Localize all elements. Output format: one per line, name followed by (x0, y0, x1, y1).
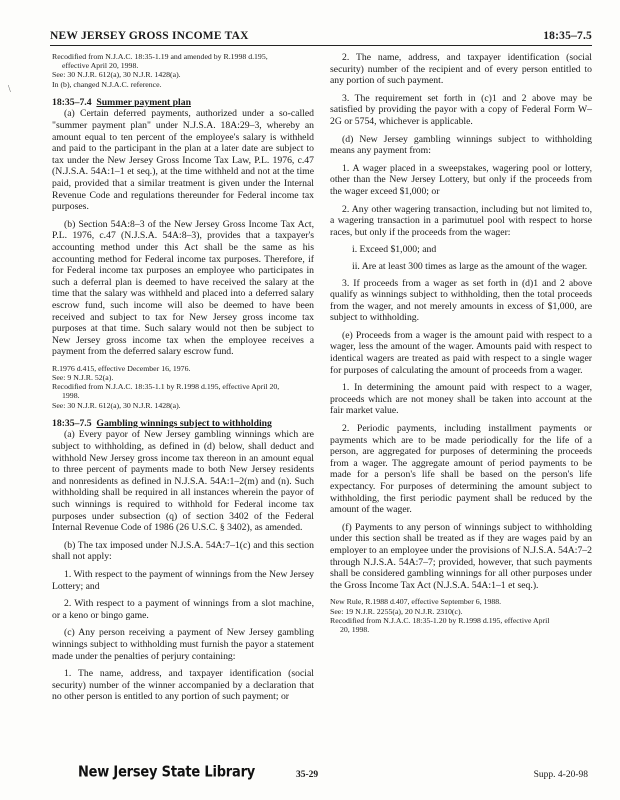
section-title: Summer payment plan (96, 96, 191, 108)
history-line: 20, 1998. (340, 624, 370, 634)
history-line: Recodified from N.J.A.C. 18:35-1.1 by R.1998 d.195, effective April 20, (52, 382, 280, 392)
paragraph: (f) Payments to any person of winnings subject to withholding under this section shall be treated as if they are wages paid by an employer to an employee under the provisions of N.J.S.A. 54A:7–2 through N.J.S.A. 54A:7–7; provided, however, that such payments shall be considered gambling winnings for all other purposes under the Gross Income Tax Act (N.J.S.A. 54A:1–1 et seq.). (330, 521, 592, 591)
history-line: See: 19 N.J.R. 2255(a), 20 N.J.R. 2310(c). (330, 606, 463, 616)
paragraph: 3. If proceeds from a wager as set forth in (d)1 and 2 above qualify as winnings subject to withholding, then the total proceeds from the wager, and not merely amounts in excess of $1,000, are subject to withholding. (330, 277, 592, 324)
paragraph: (e) Proceeds from a wager is the amount paid with respect to a wager, less the amount of the wager. Amounts paid with respect to identical wagers are treated as paid with respect to a single wager for purposes of calculating the amount of proceeds from a wager. (330, 329, 592, 376)
paragraph: 1. A wager placed in a sweepstakes, wagering pool or lottery, other than the New Jersey Lottery, but only if the proceeds from the wager exceed $1,000; or (330, 162, 592, 197)
paragraph: (d) New Jersey gambling winnings subject to withholding means any payment from: (330, 133, 592, 157)
section-heading (52, 97, 314, 109)
history-line: effective April 20, 1998. (62, 61, 139, 71)
history-line: 1998. (62, 391, 80, 401)
left-column (52, 52, 314, 709)
header-title: NEW JERSEY GROSS INCOME TAX (50, 30, 249, 42)
margin-mark: \ (8, 84, 11, 95)
running-header (50, 30, 592, 42)
header-rule (50, 45, 592, 46)
paragraph: 2. With respect to a payment of winnings from a slot machine, or a keno or bingo game. (52, 598, 314, 621)
section-number: 18:35–7.4 (52, 96, 92, 108)
supplement-date: Supp. 4-20-98 (533, 770, 588, 780)
history-line: See: 9 N.J.R. 52(a). (52, 373, 114, 383)
history-line: R.1976 d.415, effective December 16, 1976. (52, 363, 191, 373)
paragraph: 2. Any other wagering transaction, including but not limited to, a wagering transaction in a parimutuel pool with respect to horse races, but only if the proceeds from the wager: (330, 203, 592, 238)
section-title: Gambling winnings subject to withholding (96, 417, 272, 429)
section-heading (52, 418, 314, 430)
paragraph: 2. The name, address, and taxpayer identification (social security) number of the recipient and of every person entitled to any portion of such payment. (330, 52, 592, 87)
history-line: New Rule, R.1988 d.407, effective September 6, 1988. (330, 597, 502, 607)
paragraph: 3. The requirement set forth in (c)1 and 2 above may be satisfied by providing the payor with a copy of Federal Form W–2G or 5754, whichever is applicable. (330, 92, 592, 127)
paragraph: (a) Certain deferred payments, authorized under a so-called "summer payment plan" under N.J.S.A. 18A:29–3, whereby an amount equal to ten percent of the employee's salary is withheld and paid to the participant in the plan at a later date are subject to tax under the New Jersey Gross Income Tax Law, P.L. 1976, c.47 (N.J.S.A. 54A:1–1 et seq.), at the time withheld and not at the time paid, provided that a similar treatment is given under the Internal Revenue Code and regulations thereunder for Federal income tax purposes. (52, 108, 314, 213)
paragraph: 2. Periodic payments, including installment payments or payments which are to be made periodically for the life of a person, are aggregated for purposes of determining the proceeds from a wager. The aggregate amount of period payments to be made for a person's life shall be based on the person's life expectancy. For purposes of determining the amount subject to withholding, the first periodic payment shall be reduced by the amount of the wager. (330, 423, 592, 516)
history-line: In (b), changed N.J.A.C. reference. (52, 79, 162, 89)
subparagraph: ii. Are at least 300 times as large as the amount of the wager. (352, 260, 588, 272)
paragraph: (b) Section 54A:8–3 of the New Jersey Gross Income Tax Act, P.L. 1976, c.47 (N.J.S.A. 54A:8–3), provides that a taxpayer's accounting method under this Act shall be the same as his accounting method for Federal income tax purposes. Therefore, if for Federal income tax purposes an employee who participates in such a deferral plan is deemed to have received the salary at the time that the salary was withheld and placed into a deferred salary escrow fund, such income will also be deemed to have been received and subject to tax for New Jersey gross income tax purposes at that time. Such salary would not then be subject to New Jersey gross income tax when the employee receives a payment from the deferred salary escrow fund. (52, 218, 314, 358)
paragraph: (a) Every payor of New Jersey gambling winnings which are subject to withholding, as defined in (d) below, shall deduct and withhold New Jersey gross income tax thereon in an amount equal to three percent of payments made to both New Jersey residents and nonresidents as defined in N.J.S.A. 54A:1–2(m) and (n). Such withholding shall be required in all instances wherein the payor of such winnings is required to withhold for Federal income tax purposes under subsection (q) of section 3402 of the Federal Internal Revenue Code of 1986 (26 U.S.C. § 3402), as amended. (52, 429, 314, 534)
history-note (52, 52, 314, 89)
history-line: See: 30 N.J.R. 612(a), 30 N.J.R. 1428(a). (52, 70, 181, 80)
section-number: 18:35–7.5 (52, 417, 92, 429)
history-note (52, 364, 314, 410)
paragraph: (c) Any person receiving a payment of New Jersey gambling winnings subject to withholding must furnish the payor a statement made under the penalties of perjury containing: (52, 627, 314, 662)
paragraph: 1. In determining the amount paid with respect to a wager, proceeds which are not money shall be taken into account at the fair market value. (330, 382, 592, 417)
subparagraph: i. Exceed $1,000; and (352, 244, 437, 256)
paragraph: 1. The name, address, and taxpayer identification (social security) number of the winner accompanied by a declaration that no other person is entitled to any portion of such payment; or (52, 668, 314, 703)
page-number: 35-29 (296, 770, 319, 780)
paragraph: (b) The tax imposed under N.J.S.A. 54A:7–1(c) and this section shall not apply: (52, 539, 314, 563)
paragraph: 1. With respect to the payment of winnings from the New Jersey Lottery; and (52, 569, 314, 592)
history-line: See: 30 N.J.R. 612(a), 30 N.J.R. 1428(a). (52, 400, 181, 410)
history-line: Recodified from N.J.A.C. 18:35-1.19 and amended by R.1998 d.195, (52, 52, 268, 61)
right-column (330, 52, 592, 642)
header-section: 18:35–7.5 (543, 30, 592, 42)
library-logo: New Jersey State Library (78, 763, 256, 782)
history-line: Recodified from N.J.A.C. 18:35-1.20 by R.1998 d.195, effective April (330, 615, 550, 625)
history-note (330, 597, 592, 634)
